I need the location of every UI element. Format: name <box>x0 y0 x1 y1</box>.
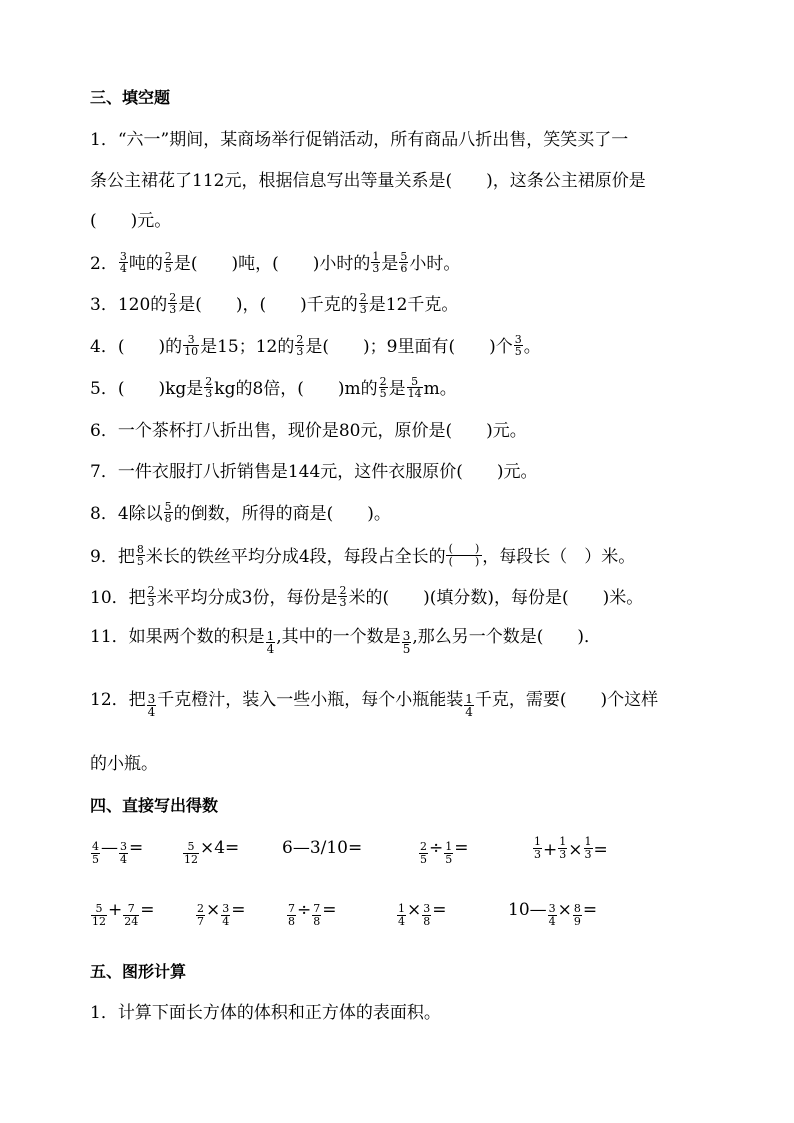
fraction: $\frac{1}{4}$ <box>266 629 275 656</box>
fraction: $\frac{2}{5}$ <box>379 375 387 400</box>
question-9: 9．把 $\frac{8}{5}$ 米长的铁丝平均分成4段，每段占全长的 $\frac{( )}{( )}$ ，每段长（ ）米。 <box>90 542 636 568</box>
calc-row2-item1: $\frac{5}{12}$ + $\frac{7}{24}$ = <box>92 900 155 928</box>
fraction: $\frac{3}{10}$ <box>184 333 199 358</box>
calc-row1-item2: $\frac{5}{12}$ ×4= <box>184 838 240 866</box>
calc-row1-item4: $\frac{2}{5}$ ÷ $\frac{1}{5}$ = <box>420 838 469 866</box>
question-3: 3．120的 $\frac{2}{3}$ 是( )，( )千克的 $\frac{2}{3}$ 是12千克。 <box>90 291 459 316</box>
fraction: $\frac{3}{4}$ <box>119 250 127 275</box>
fraction: $\frac{5}{6}$ <box>400 250 408 275</box>
fraction: $\frac{2}{3}$ <box>339 584 347 609</box>
fraction: $\frac{8}{5}$ <box>136 543 144 568</box>
calc-row1-item5: $\frac{1}{3}$ + $\frac{1}{3}$ × $\frac{1}{3}$ = <box>534 835 608 861</box>
calc-row1-item1: $\frac{4}{5}$ — $\frac{3}{4}$ = <box>92 838 144 866</box>
fraction: $\frac{2}{3}$ <box>359 291 367 316</box>
question-12-line-2: 的小瓶。 <box>90 754 158 774</box>
question-1-line-1: 1．“六一”期间，某商场举行促销活动，所有商品八折出售，笑笑买了一 <box>90 130 629 150</box>
fraction: $\frac{1}{3}$ <box>372 250 380 275</box>
fraction: $\frac{2}{3}$ <box>169 291 177 316</box>
calc-row2-item3: $\frac{7}{8}$ ÷ $\frac{7}{8}$ = <box>288 900 337 928</box>
question-4: 4．( )的 $\frac{3}{10}$ 是15；12的 $\frac{2}{3}$ 是( )；9里面有( )个 $\frac{3}{5}$ 。 <box>90 333 541 358</box>
calc-row2-item5: 10— $\frac{3}{4}$ × $\frac{8}{9}$ = <box>508 900 598 928</box>
question-1-line-2: 条公主裙花了112元，根据信息写出等量关系是( )，这条公主裙原价是 <box>90 171 646 191</box>
section-title-fill: 三、填空题 <box>90 88 171 107</box>
fraction: $\frac{2}{3}$ <box>296 333 304 358</box>
section-title-direct: 四、直接写出得数 <box>90 796 219 815</box>
calc-row2-item4: $\frac{1}{4}$ × $\frac{3}{8}$ = <box>398 900 447 928</box>
fraction: $\frac{3}{5}$ <box>514 333 522 358</box>
question-12-line-1: 12．把 $\frac{3}{4}$ 千克橙汁，装入一些小瓶，每个小瓶能装 $\frac{1}{4}$ 千克，需要( )个这样 <box>90 690 659 719</box>
question-8: 8．4除以 $\frac{5}{8}$ 的倒数，所得的商是( )。 <box>90 500 391 525</box>
question-2: 2． $\frac{3}{4}$ 吨的 $\frac{2}{5}$ 是( )吨，( )小时的 $\frac{1}{3}$ 是 $\frac{5}{6}$ 小时。 <box>90 250 461 275</box>
fraction: $\frac{5}{8}$ <box>164 500 172 525</box>
question-11: 11．如果两个数的积是 $\frac{1}{4}$ ,其中的一个数是 $\frac{3}{5}$ ,那么另一个数是( )． <box>90 627 601 656</box>
question-7: 7．一件衣服打八折销售是144元，这件衣服原价( )元。 <box>90 462 538 482</box>
section-title-shape: 五、图形计算 <box>90 962 187 981</box>
fraction: $\frac{2}{3}$ <box>205 375 213 400</box>
question-10: 10．把 $\frac{2}{3}$ 米平均分成3份，每份是 $\frac{2}{3}$ 米的( )(填分数)，每份是( )米。 <box>90 584 644 609</box>
question-1-line-3: ( )元。 <box>90 211 172 231</box>
fraction: $\frac{5}{14}$ <box>407 375 422 400</box>
fraction: $\frac{2}{3}$ <box>147 584 155 609</box>
fraction: $\frac{3}{4}$ <box>147 692 156 719</box>
fraction: $\frac{3}{5}$ <box>402 629 411 656</box>
fraction: $\frac{2}{5}$ <box>164 250 172 275</box>
question-5: 5．( )kg是 $\frac{2}{3}$ kg的8倍，( )m的 $\frac{2}{5}$ 是 $\frac{5}{14}$ m。 <box>90 375 457 400</box>
calc-row1-item3: 6—3/10= <box>282 838 363 858</box>
answer-fraction-blank[interactable]: $\frac{( )}{( )}$ <box>446 543 483 568</box>
fraction: $\frac{1}{4}$ <box>465 692 473 719</box>
shape-question-1: 1．计算下面长方体的体积和正方体的表面积。 <box>90 1003 441 1023</box>
calc-row2-item2: $\frac{2}{7}$ × $\frac{3}{4}$ = <box>197 900 246 928</box>
question-6: 6．一个茶杯打八折出售，现价是80元，原价是( )元。 <box>90 421 527 441</box>
